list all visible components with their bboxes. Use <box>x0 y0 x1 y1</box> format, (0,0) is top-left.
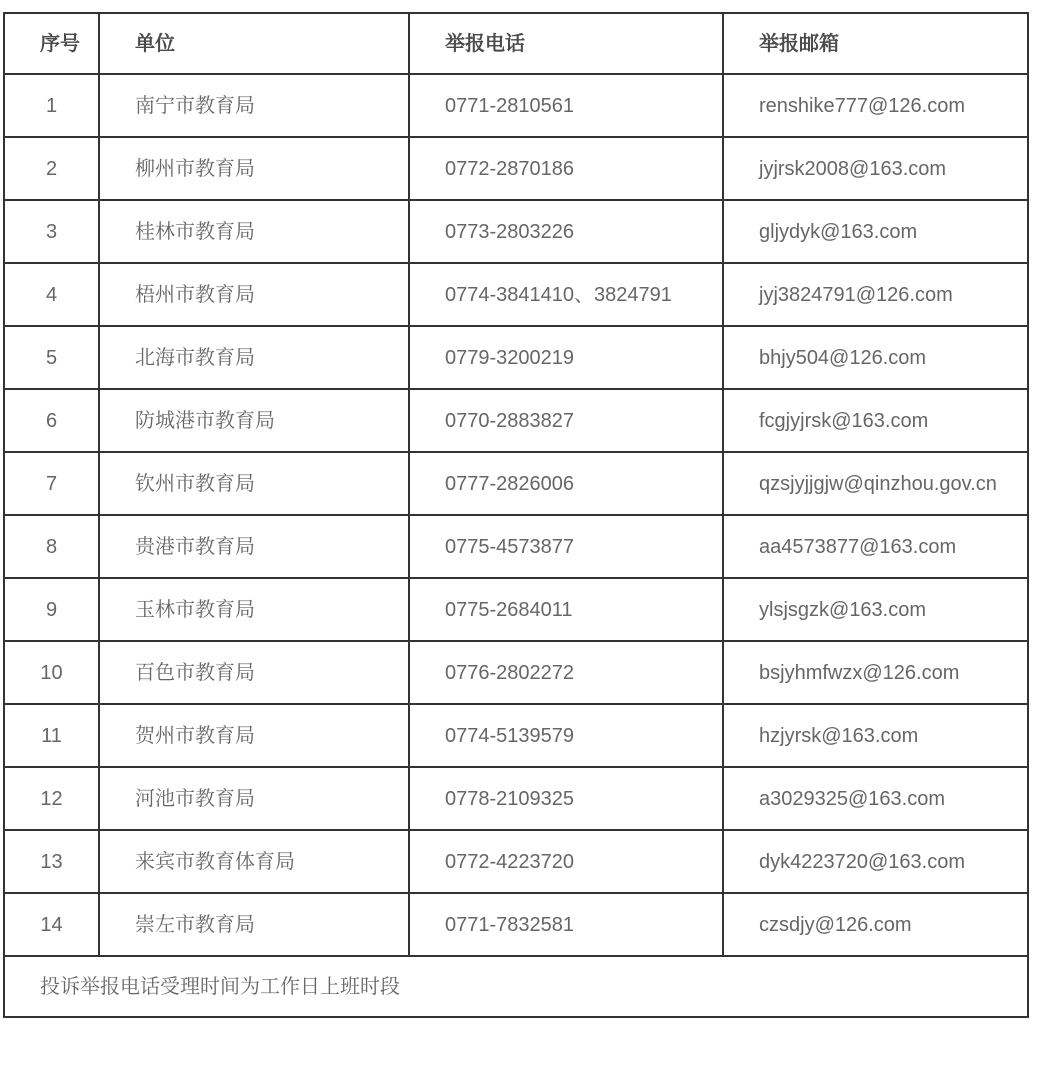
row-no: 1 <box>4 74 99 137</box>
unit-cell: 百色市教育局 <box>99 641 409 704</box>
col-header-no: 序号 <box>4 13 99 74</box>
email-cell: jyj3824791@126.com <box>723 263 1028 326</box>
row-no: 7 <box>4 452 99 515</box>
row-no: 12 <box>4 767 99 830</box>
email-cell: jyjrsk2008@163.com <box>723 137 1028 200</box>
unit-cell: 贺州市教育局 <box>99 704 409 767</box>
unit-cell: 贵港市教育局 <box>99 515 409 578</box>
phone-cell: 0774-5139579 <box>409 704 723 767</box>
row-no: 11 <box>4 704 99 767</box>
unit-cell: 钦州市教育局 <box>99 452 409 515</box>
phone-cell: 0772-2870186 <box>409 137 723 200</box>
table-row <box>4 830 1028 893</box>
row-no: 4 <box>4 263 99 326</box>
phone-cell: 0774-3841410、3824791 <box>409 263 723 326</box>
email-cell: fcgjyjrsk@163.com <box>723 389 1028 452</box>
email-cell: qzsjyjjgjw@qinzhou.gov.cn <box>723 452 1028 515</box>
row-no: 6 <box>4 389 99 452</box>
unit-cell: 玉林市教育局 <box>99 578 409 641</box>
table-row <box>4 326 1028 389</box>
col-header-unit: 单位 <box>99 13 409 74</box>
phone-cell: 0776-2802272 <box>409 641 723 704</box>
unit-cell: 北海市教育局 <box>99 326 409 389</box>
unit-cell: 梧州市教育局 <box>99 263 409 326</box>
unit-cell: 防城港市教育局 <box>99 389 409 452</box>
unit-cell: 河池市教育局 <box>99 767 409 830</box>
table-row <box>4 74 1028 137</box>
table-row <box>4 767 1028 830</box>
phone-cell: 0777-2826006 <box>409 452 723 515</box>
email-cell: aa4573877@163.com <box>723 515 1028 578</box>
table-row <box>4 704 1028 767</box>
row-no: 5 <box>4 326 99 389</box>
row-no: 9 <box>4 578 99 641</box>
email-cell: bhjy504@126.com <box>723 326 1028 389</box>
phone-cell: 0775-4573877 <box>409 515 723 578</box>
phone-cell: 0771-2810561 <box>409 74 723 137</box>
col-header-phone: 举报电话 <box>409 13 723 74</box>
table-row <box>4 515 1028 578</box>
row-no: 2 <box>4 137 99 200</box>
footnote: 投诉举报电话受理时间为工作日上班时段 <box>4 956 1028 1017</box>
unit-cell: 来宾市教育体育局 <box>99 830 409 893</box>
phone-cell: 0770-2883827 <box>409 389 723 452</box>
table-row <box>4 452 1028 515</box>
unit-cell: 崇左市教育局 <box>99 893 409 956</box>
table-row <box>4 137 1028 200</box>
email-cell: hzjyrsk@163.com <box>723 704 1028 767</box>
header-row <box>4 13 1028 74</box>
table-row <box>4 200 1028 263</box>
col-header-email: 举报邮箱 <box>723 13 1028 74</box>
row-no: 10 <box>4 641 99 704</box>
email-cell: czsdjy@126.com <box>723 893 1028 956</box>
email-cell: gljydyk@163.com <box>723 200 1028 263</box>
footnote-row <box>4 956 1028 1017</box>
row-no: 13 <box>4 830 99 893</box>
report-contacts-table <box>3 12 1029 1018</box>
email-cell: dyk4223720@163.com <box>723 830 1028 893</box>
email-cell: a3029325@163.com <box>723 767 1028 830</box>
unit-cell: 桂林市教育局 <box>99 200 409 263</box>
unit-cell: 南宁市教育局 <box>99 74 409 137</box>
table-row <box>4 389 1028 452</box>
unit-cell: 柳州市教育局 <box>99 137 409 200</box>
email-cell: ylsjsgzk@163.com <box>723 578 1028 641</box>
row-no: 8 <box>4 515 99 578</box>
table-row <box>4 578 1028 641</box>
table-row <box>4 893 1028 956</box>
row-no: 14 <box>4 893 99 956</box>
email-cell: renshike777@126.com <box>723 74 1028 137</box>
phone-cell: 0773-2803226 <box>409 200 723 263</box>
phone-cell: 0778-2109325 <box>409 767 723 830</box>
email-cell: bsjyhmfwzx@126.com <box>723 641 1028 704</box>
phone-cell: 0771-7832581 <box>409 893 723 956</box>
phone-cell: 0779-3200219 <box>409 326 723 389</box>
phone-cell: 0772-4223720 <box>409 830 723 893</box>
table-row <box>4 263 1028 326</box>
row-no: 3 <box>4 200 99 263</box>
table-row <box>4 641 1028 704</box>
phone-cell: 0775-2684011 <box>409 578 723 641</box>
